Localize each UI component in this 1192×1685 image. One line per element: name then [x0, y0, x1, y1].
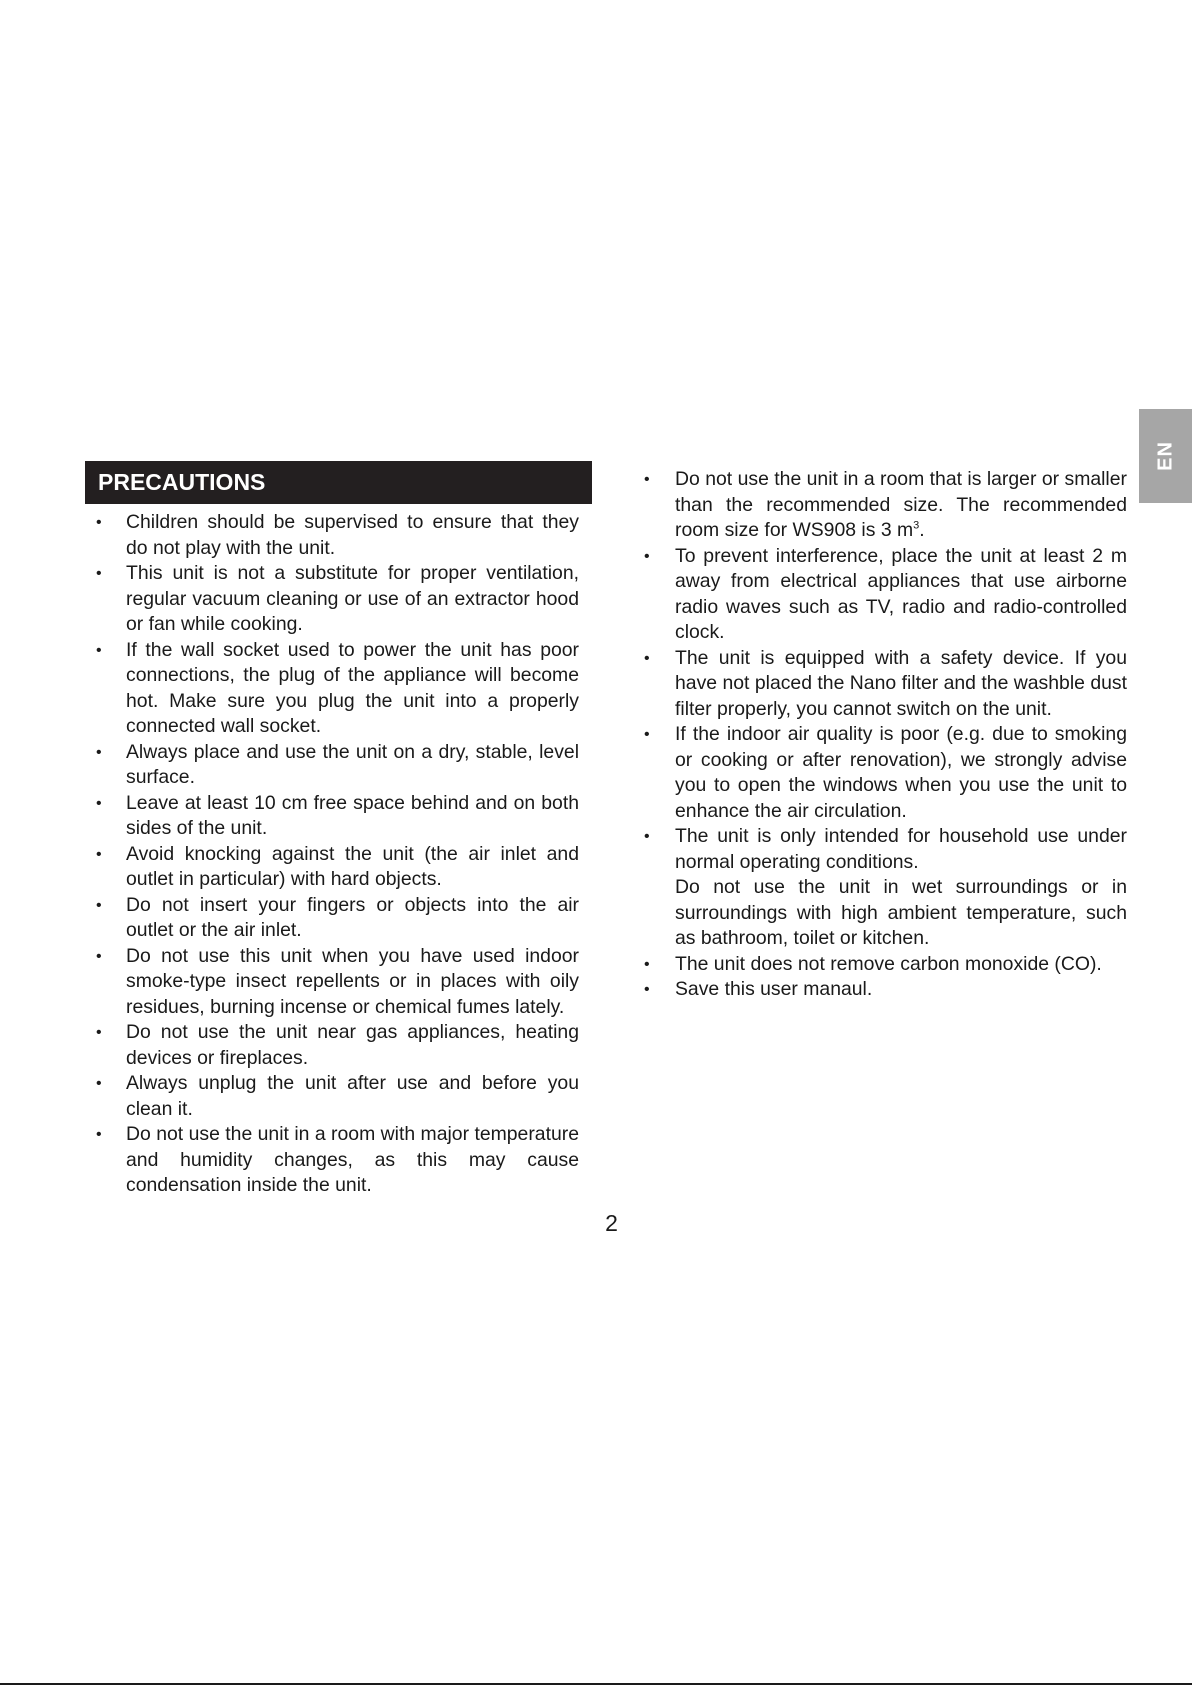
precautions-list-right [643, 467, 1127, 1003]
left-column [85, 461, 592, 1199]
household-use-continuation: Do not use the unit in wet surroundings or in surroundings with high ambient temperature, such as bathroom, toilet or kitchen. [675, 876, 1127, 949]
right-column [643, 467, 1127, 1003]
room-size-superscript: 3 [913, 519, 920, 532]
list-item: • If the wall socket used to power the unit has poor connections, the plug of the appliance will become hot. Make sure you plug the unit into a properly connected wall socket. [85, 638, 579, 740]
list-item-air-quality: • If the indoor air quality is poor (e.g. due to smoking or cooking or after renovation), we strongly advise you to open the windows when you use the unit to enhance the air circulation. [643, 722, 1127, 824]
room-size-suffix: . [919, 519, 925, 541]
list-item-room-size [643, 467, 1127, 544]
section-title: PRECAUTIONS [85, 461, 592, 504]
list-item-save-manual: • Save this user manaul. [643, 977, 1127, 1003]
list-item: • Avoid knocking against the unit (the air inlet and outlet in particular) with hard objects. [85, 842, 579, 893]
list-item-carbon-monoxide: • The unit does not remove carbon monoxide (CO). [643, 952, 1127, 978]
list-item: • Do not use this unit when you have used indoor smoke-type insect repellents or in places with oily residues, burning incense or chemical fumes lately. [85, 944, 579, 1021]
page-number: 2 [605, 1210, 618, 1236]
list-item: • Do not use the unit near gas appliances, heating devices or fireplaces. [85, 1020, 579, 1071]
list-item: • Do not insert your fingers or objects into the air outlet or the air inlet. [85, 893, 579, 944]
list-item: • This unit is not a substitute for proper ventilation, regular vacuum cleaning or use of an extractor hood or fan while cooking. [85, 561, 579, 638]
language-tab-label: EN [1154, 441, 1176, 471]
list-item-household-use: • The unit is only intended for household use under normal operating conditions. Do not use the unit in wet surroundings or in surroundings with high ambient temperature, such as bathroom, toilet or kitchen. [643, 824, 1127, 952]
list-item: • Leave at least 10 cm free space behind and on both sides of the unit. [85, 791, 579, 842]
language-tab [1139, 409, 1192, 503]
precautions-list-left [85, 510, 592, 1199]
list-item: • Do not use the unit in a room with major temperature and humidity changes, as this may cause condensation inside the unit. [85, 1122, 579, 1199]
list-item-safety-device: • The unit is equipped with a safety device. If you have not placed the Nano filter and the washble dust filter properly, you cannot switch on the unit. [643, 646, 1127, 723]
list-item-interference: • To prevent interference, place the unit at least 2 m away from electrical appliances that use airborne radio waves such as TV, radio and radio-controlled clock. [643, 544, 1127, 646]
list-item: • Always unplug the unit after use and before you clean it. [85, 1071, 579, 1122]
list-item: • Children should be supervised to ensure that they do not play with the unit. [85, 510, 579, 561]
room-size-text: Do not use the unit in a room that is larger or smaller than the recommended size. The recommended room size for WS908 is 3 m [675, 468, 1127, 541]
list-item: • Always place and use the unit on a dry, stable, level surface. [85, 740, 579, 791]
